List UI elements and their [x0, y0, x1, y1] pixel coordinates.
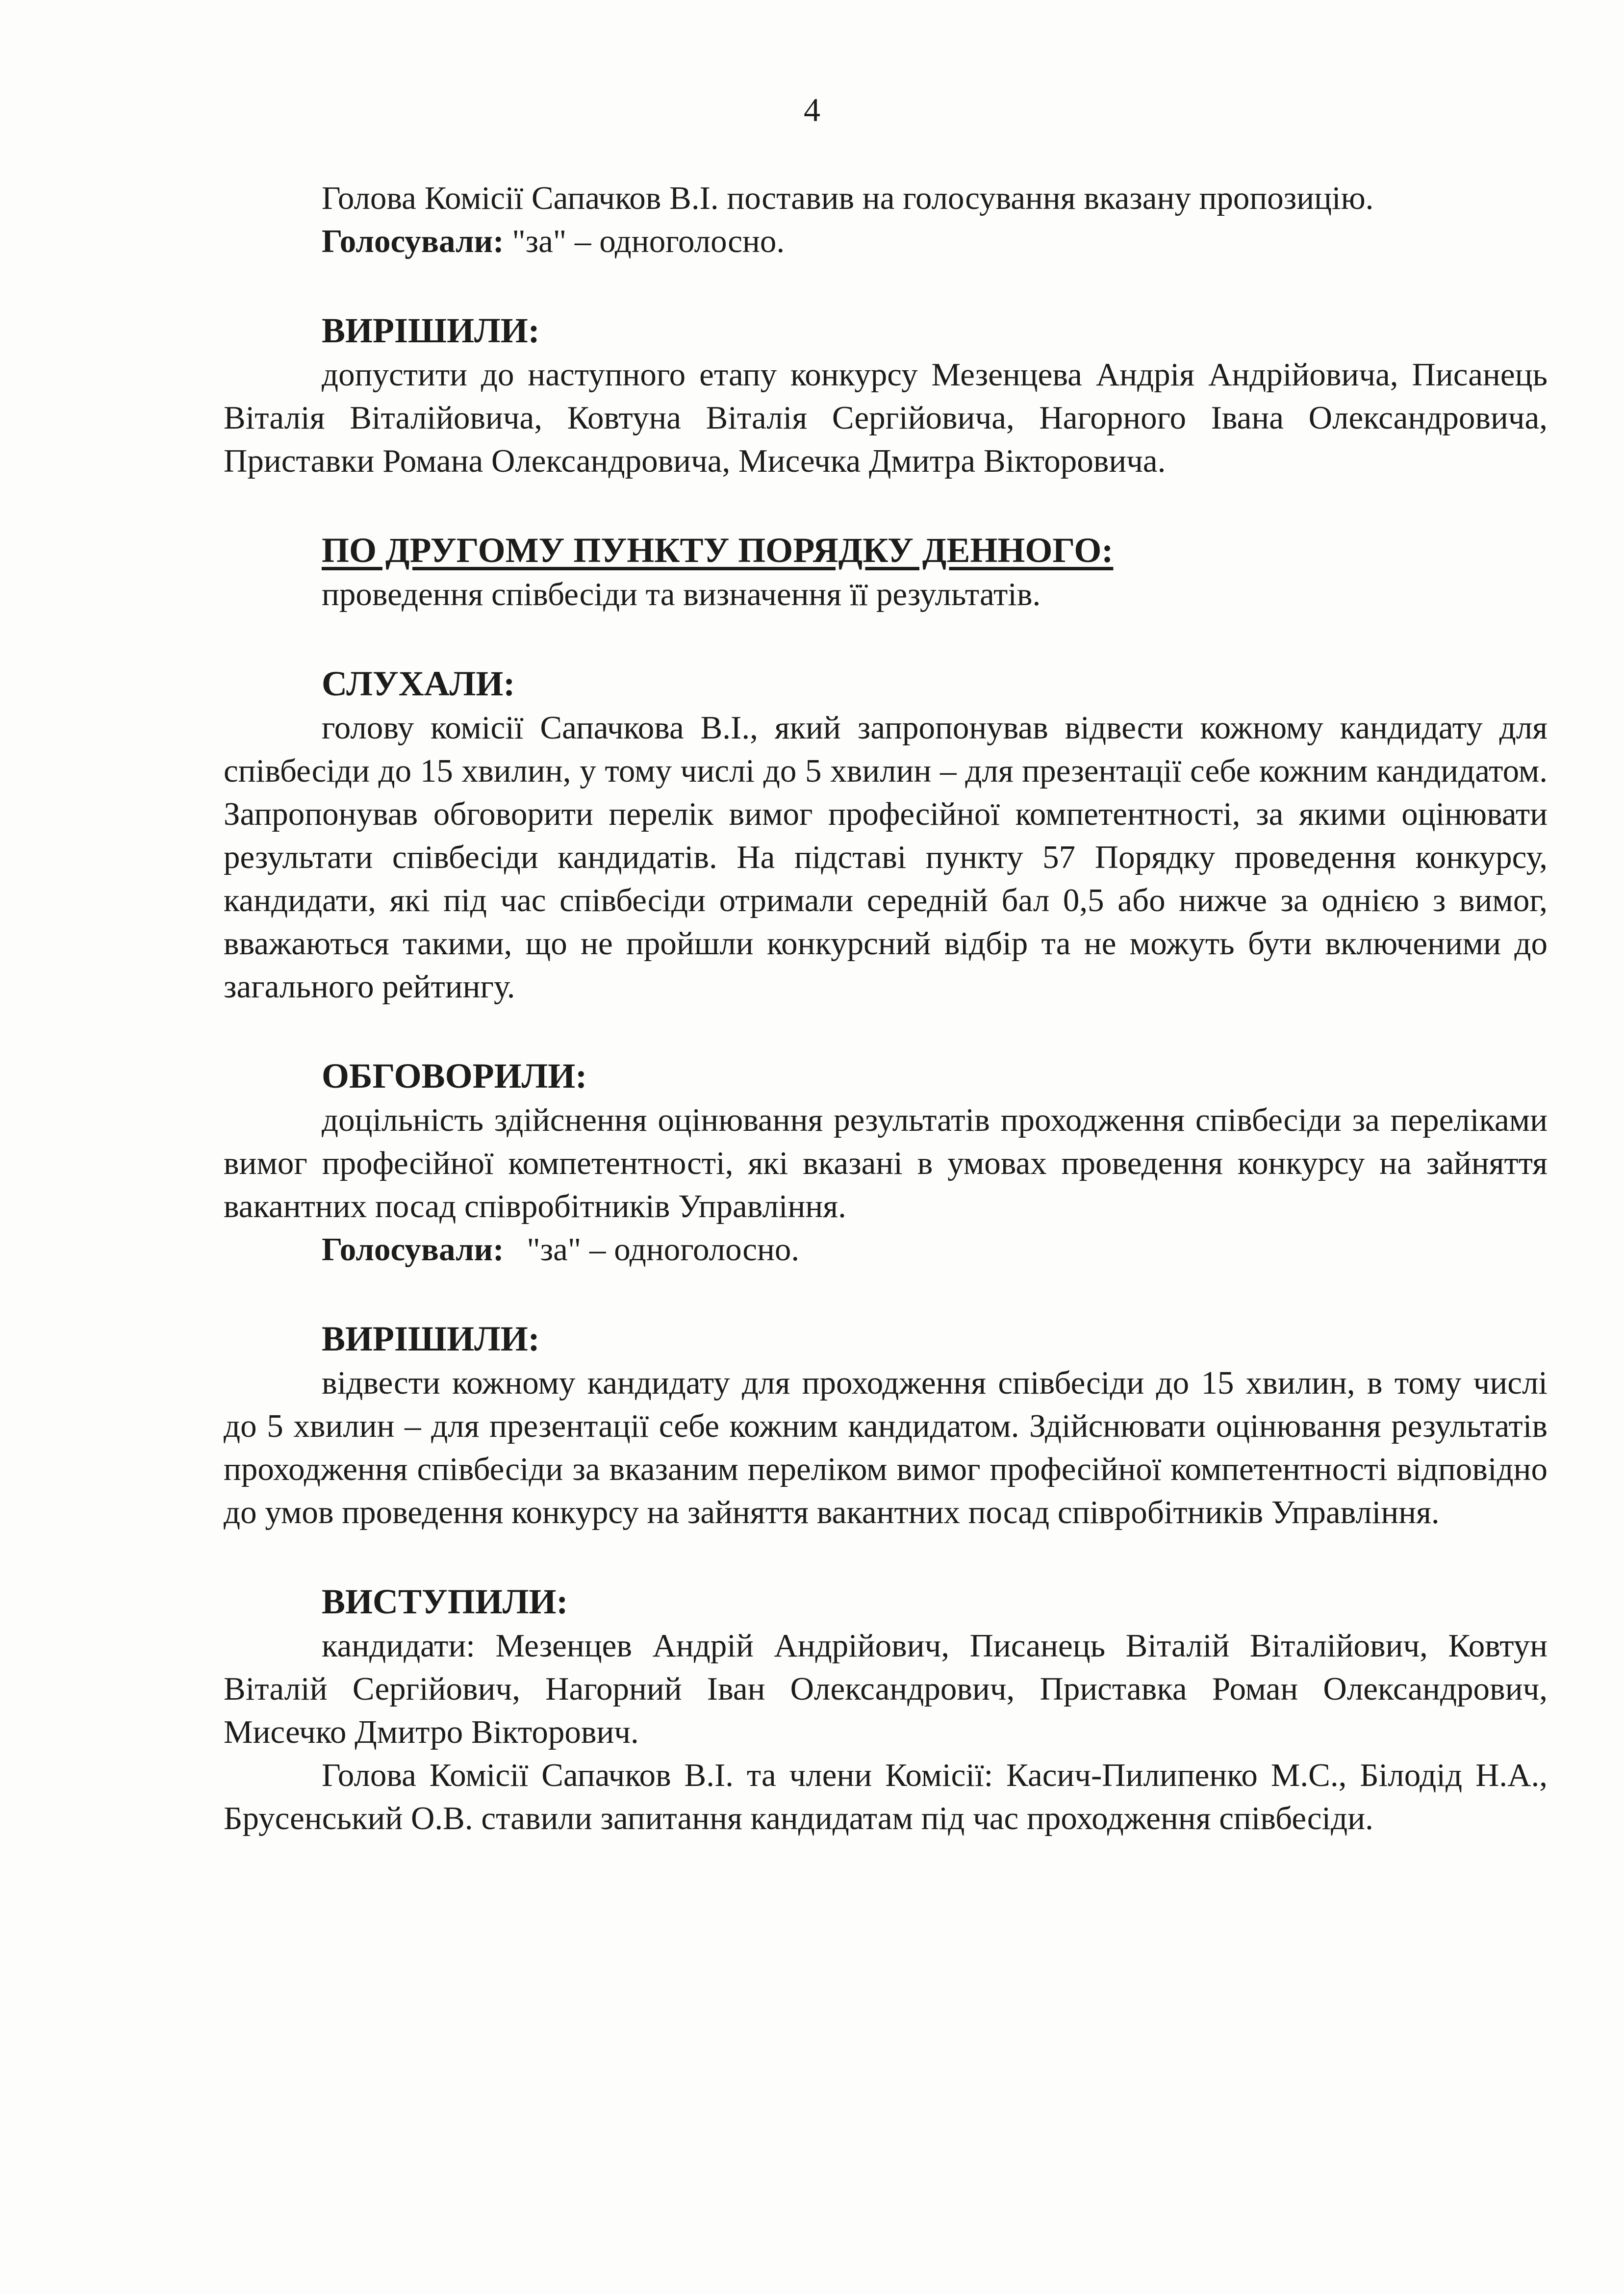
- paragraph-chair-vote: Голова Комісії Сапачков В.І. поставив на голосування вказану пропозицію.: [322, 180, 1374, 216]
- page-number: 4: [804, 91, 820, 128]
- vote-label: Голосували:: [322, 223, 504, 259]
- document-body: [224, 177, 1548, 1840]
- vote-value: "за" – одноголосно.: [527, 1231, 800, 1268]
- vote-result-2: [224, 1228, 1548, 1271]
- decision-2-text: відвести кожному кандидату для проходження співбесіди до 15 хвилин, в тому числі до 5 хвилин – для презентації себе кожним кандидатом. Здійснювати оцінювання результатів проходження співбесіди за вказаним переліком вимог професійної компетентності відповідно до умов проведення конкурсу на зайняття вакантних посад співробітників Управління.: [224, 1365, 1548, 1530]
- vote-result-1: [224, 220, 1548, 263]
- heard-text: голову комісії Сапачкова В.І., який запропонував відвести кожному кандидату для співбесіди до 15 хвилин, у тому числі до 5 хвилин – для презентації себе кожним кандидатом. Запропонував обговорити перелік вимог професійної компетентності, за якими оцінювати результати співбесіди кандидатів. На підставі пункту 57 Порядку проведення конкурсу, кандидати, які під час співбесіди отримали середній бал 0,5 або нижче за однією з вимог, вважаються такими, що не пройшли конкурсний відбір та не можуть бути включеними до загального рейтингу.: [224, 710, 1548, 1005]
- final-paragraph: Голова Комісії Сапачков В.І. та члени Комісії: Касич-Пилипенко М.С., Білодід Н.А., Брусенський О.В. ставили запитання кандидатам під час проходження співбесіди.: [224, 1757, 1548, 1836]
- heading-second-agenda-item: ПО ДРУГОМУ ПУНКТУ ПОРЯДКУ ДЕННОГО:: [322, 531, 1114, 570]
- heading-decided-2: ВИРІШИЛИ:: [322, 1319, 540, 1358]
- heading-spoke: ВИСТУПИЛИ:: [322, 1582, 568, 1621]
- vote-label: Голосували:: [322, 1231, 504, 1268]
- vote-value: "за" – одноголосно.: [512, 223, 785, 259]
- spoke-text: кандидати: Мезенцев Андрій Андрійович, Писанець Віталій Віталійович, Ковтун Віталій Сергійович, Нагорний Іван Олександрович, Приставка Роман Олександрович, Мисечко Дмитро Вікторович.: [224, 1628, 1548, 1750]
- heading-decided-1: ВИРІШИЛИ:: [322, 311, 540, 350]
- heading-heard: СЛУХАЛИ:: [322, 664, 515, 703]
- discussed-text: доцільність здійснення оцінювання результатів проходження співбесіди за переліками вимог професійної компетентності, які вказані в умовах проведення конкурсу на зайняття вакантних посад співробітників Управління.: [224, 1102, 1548, 1224]
- decision-1-text: допустити до наступного етапу конкурсу Мезенцева Андрія Андрійовича, Писанець Віталія Віталійовича, Ковтуна Віталія Сергійовича, Нагорного Івана Олександровича, Приставки Романа Олександровича, Мисечка Дмитра Вікторовича.: [224, 357, 1548, 479]
- heading-discussed: ОБГОВОРИЛИ:: [322, 1056, 587, 1096]
- second-agenda-item-text: проведення співбесіди та визначення її результатів.: [322, 576, 1041, 612]
